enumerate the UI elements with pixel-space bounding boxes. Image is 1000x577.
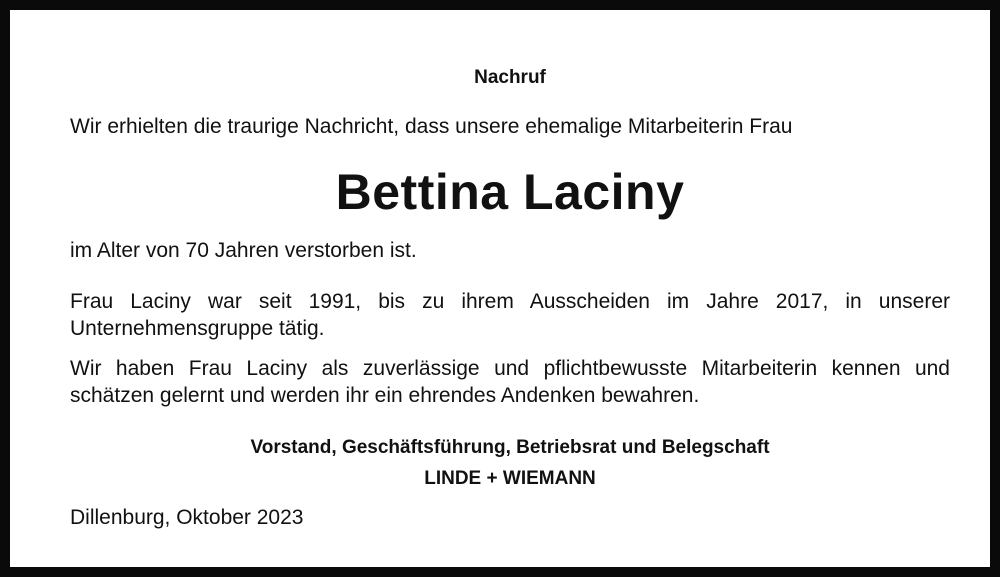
tribute-paragraph: Wir haben Frau Laciny als zuverlässige und pflichtbewusste Mitarbeiterin kennen und schätzen gelernt und werden ihr ein ehrendes Andenken bewahren. <box>70 357 950 407</box>
signature-line-groups: Vorstand, Geschäftsführung, Betriebsrat und Belegschaft <box>250 437 770 458</box>
intro-text: Wir erhielten die traurige Nachricht, dass unsere ehemalige Mitarbeiterin Frau <box>70 115 793 138</box>
notice-heading: Nachruf <box>474 67 546 88</box>
signature-block <box>70 432 950 494</box>
signature-line-company: LINDE + WIEMANN <box>424 468 596 489</box>
place-date-line: Dillenburg, Oktober 2023 <box>70 506 304 529</box>
age-line: im Alter von 70 Jahren verstorben ist. <box>70 239 417 262</box>
employment-paragraph: Frau Laciny war seit 1991, bis zu ihrem Ausscheiden im Jahre 2017, in unserer Unternehmensgruppe tätig. <box>70 290 950 340</box>
deceased-name: Bettina Laciny <box>335 164 685 220</box>
